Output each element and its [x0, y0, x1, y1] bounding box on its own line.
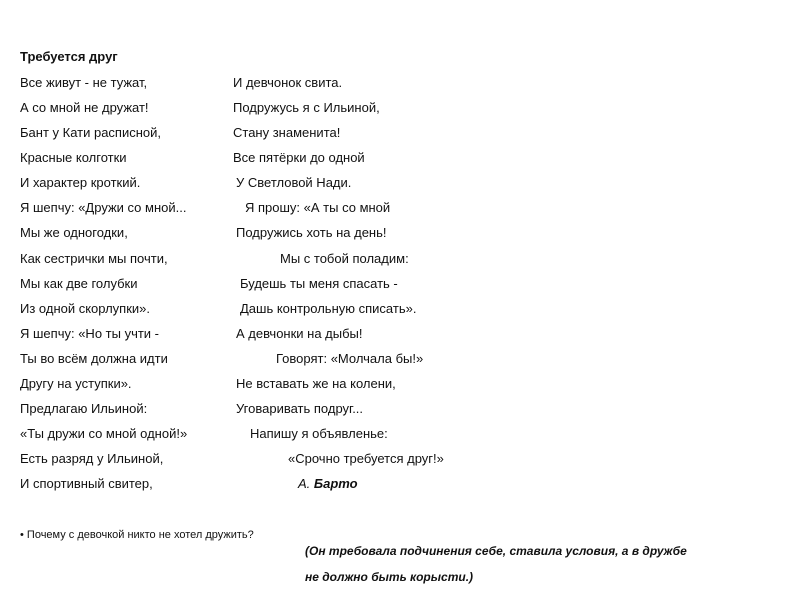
- poem-line: Дашь контрольную списать».: [240, 301, 417, 316]
- poem-line: Говорят: «Молчала бы!»: [276, 351, 424, 366]
- poem-line: Я прошу: «А ты со мной: [245, 200, 391, 215]
- poem-author: [298, 476, 358, 492]
- poem-line: Уговаривать подруг...: [236, 401, 364, 416]
- question-bullet: • Почему с девочкой никто не хотел дружить?: [20, 529, 254, 541]
- poem-line: Мы же одногодки,: [20, 225, 128, 240]
- poem-line: И характер кроткий.: [20, 175, 141, 190]
- poem-line: Красные колготки: [20, 150, 127, 165]
- poem-line: Есть разряд у Ильиной,: [20, 451, 164, 466]
- author-initial: А.: [298, 476, 311, 491]
- poem-line: Подружусь я с Ильиной,: [233, 100, 380, 115]
- poem-line: И девчонок свита.: [233, 75, 343, 90]
- poem-line: Подружись хоть на день!: [236, 225, 387, 240]
- poem-line: Другу на уступки».: [20, 376, 132, 391]
- poem-line: Бант у Кати расписной,: [20, 125, 162, 140]
- poem-line: Предлагаю Ильиной:: [20, 401, 148, 416]
- poem-line: Как сестрички мы почти,: [20, 251, 168, 266]
- poem-line: Ты во всём должна идти: [20, 351, 168, 366]
- poem-line: Будешь ты меня спасать -: [240, 276, 398, 291]
- poem-line: Из одной скорлупки».: [20, 301, 150, 316]
- poem-line: Стану знаменита!: [233, 125, 341, 140]
- poem-title: Требуется друг: [20, 49, 118, 64]
- answer-line: не должно быть корысти.): [305, 570, 474, 584]
- author-name: Барто: [313, 476, 358, 491]
- poem-line: Все пятёрки до одной: [233, 150, 365, 165]
- poem-line: Мы как две голубки: [20, 276, 138, 291]
- poem-line: А девчонки на дыбы!: [236, 326, 363, 341]
- poem-line: Напишу я объявленье:: [250, 426, 388, 441]
- poem-line: И спортивный свитер,: [20, 476, 153, 491]
- answer-line: (Он требовала подчинения себе, ставила условия, а в дружбе: [305, 544, 687, 558]
- poem-line: У Светловой Нади.: [236, 175, 352, 190]
- poem-line: Не вставать же на колени,: [236, 376, 396, 391]
- poem-line: «Срочно требуется друг!»: [288, 451, 444, 466]
- poem-line: Мы с тобой поладим:: [280, 251, 409, 266]
- poem-line: А со мной не дружат!: [20, 100, 149, 115]
- poem-line: Я шепчу: «Но ты учти -: [20, 326, 159, 341]
- poem-line: Все живут - не тужат,: [20, 75, 148, 90]
- poem-line: Я шепчу: «Дружи со мной...: [20, 200, 187, 215]
- poem-line: «Ты дружи со мной одной!»: [20, 426, 188, 441]
